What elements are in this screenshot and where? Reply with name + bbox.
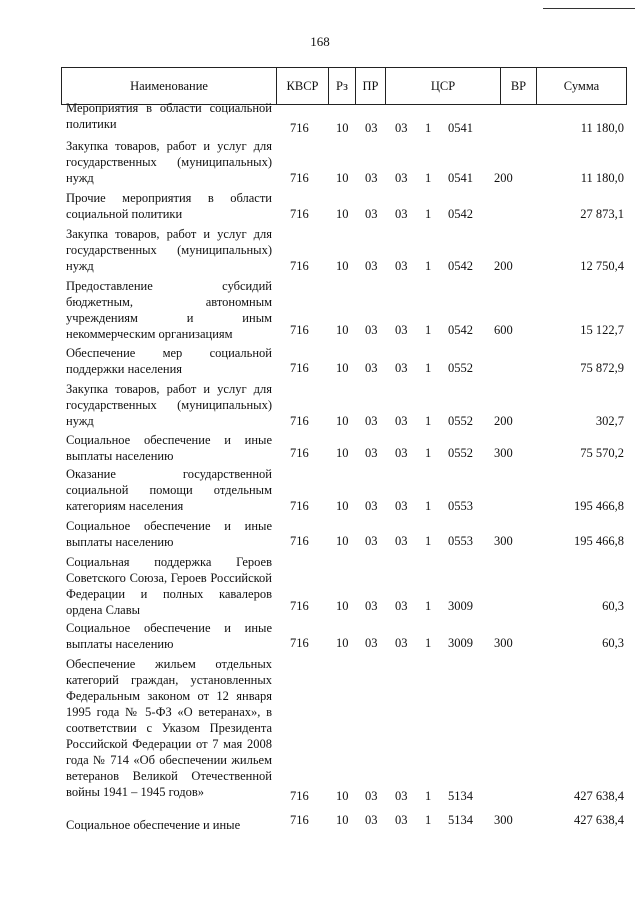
row-csr-2: 1 [425,323,432,337]
row-rz: 10 [336,361,349,375]
top-rule [543,8,635,9]
row-pr: 03 [365,789,378,803]
row-name: Обеспечение мер социальной поддержки населения [66,346,272,376]
row-name: Социальная поддержка Героев Советского Союза, Героев Российской Федерации и полных кавалеров ордена Славы [66,555,272,617]
row-name: Социальное обеспечение и иные [66,818,241,832]
row-vr: 300 [494,534,513,548]
row-csr-3: 0542 [448,259,473,273]
row-csr-1: 03 [395,499,408,513]
row-csr-1: 03 [395,789,408,803]
row-rz: 10 [336,636,349,650]
row-csr-2: 1 [425,636,432,650]
header-pr: ПР [356,68,386,104]
row-pr: 03 [365,207,378,221]
row-pr: 03 [365,813,378,827]
row-pr: 03 [365,361,378,375]
header-kvsr: КВСР [277,68,329,104]
row-rz: 10 [336,207,349,221]
row-csr-1: 03 [395,813,408,827]
row-vr: 600 [494,323,513,337]
row-csr-2: 1 [425,534,432,548]
row-name: Социальное обеспечение и иные выплаты населению [66,621,272,651]
row-pr: 03 [365,121,378,135]
row-name: Закупка товаров, работ и услуг для государственных (муниципальных) нужд [66,227,272,273]
row-vr: 300 [494,636,513,650]
row-csr-3: 0552 [448,446,473,460]
row-sum: 12 750,4 [580,259,624,273]
row-sum: 195 466,8 [574,499,624,513]
row-csr-1: 03 [395,323,408,337]
row-csr-3: 0553 [448,499,473,513]
row-rz: 10 [336,121,349,135]
row-kvsr: 716 [290,414,309,428]
row-rz: 10 [336,323,349,337]
row-csr-3: 5134 [448,813,473,827]
row-name: Закупка товаров, работ и услуг для государственных (муниципальных) нужд [66,139,272,185]
row-csr-2: 1 [425,813,432,827]
row-kvsr: 716 [290,121,309,135]
row-name: Обеспечение жильем отдельных категорий граждан, установленных Федеральным законом от 12 января 1995 года № 5-ФЗ «О ветеранах», в соответствии с Указом Президента Российской Федерации от 7 мая 2008 года № 714 «Об обеспечении жильем ветеранов Великой Отечественной войны 1941 – 1945 годов» [66,657,272,799]
row-csr-3: 0541 [448,121,473,135]
header-sum: Сумма [563,79,600,93]
row-csr-2: 1 [425,446,432,460]
row-csr-2: 1 [425,789,432,803]
row-rz: 10 [336,599,349,613]
header-vr: ВР [501,68,537,104]
row-sum: 427 638,4 [574,813,624,827]
row-sum: 27 873,1 [580,207,624,221]
row-csr-3: 0541 [448,171,473,185]
row-vr: 200 [494,259,513,273]
header-csr: ЦСР [386,68,501,104]
row-csr-3: 0552 [448,361,473,375]
row-csr-2: 1 [425,599,432,613]
row-vr: 300 [494,446,513,460]
row-csr-1: 03 [395,259,408,273]
row-kvsr: 716 [290,323,309,337]
row-csr-1: 03 [395,414,408,428]
row-rz: 10 [336,446,349,460]
row-kvsr: 716 [290,636,309,650]
row-rz: 10 [336,414,349,428]
row-csr-3: 3009 [448,636,473,650]
row-csr-3: 0553 [448,534,473,548]
row-name: Закупка товаров, работ и услуг для государственных (муниципальных) нужд [66,382,272,428]
row-pr: 03 [365,414,378,428]
row-csr-1: 03 [395,636,408,650]
row-sum: 11 180,0 [580,121,624,135]
row-csr-2: 1 [425,259,432,273]
row-sum: 60,3 [602,599,624,613]
row-kvsr: 716 [290,446,309,460]
row-rz: 10 [336,499,349,513]
row-sum: 302,7 [595,414,624,428]
row-name: Мероприятия в области социальной политики [66,101,272,131]
row-kvsr: 716 [290,259,309,273]
row-kvsr: 716 [290,599,309,613]
row-sum: 75 570,2 [580,446,624,460]
row-pr: 03 [365,636,378,650]
row-csr-1: 03 [395,121,408,135]
row-csr-1: 03 [395,446,408,460]
row-pr: 03 [365,171,378,185]
row-csr-3: 0542 [448,207,473,221]
row-kvsr: 716 [290,361,309,375]
row-rz: 10 [336,813,349,827]
row-csr-1: 03 [395,599,408,613]
row-kvsr: 716 [290,534,309,548]
header-name: Наименование [62,68,277,104]
row-csr-2: 1 [425,361,432,375]
row-csr-1: 03 [395,171,408,185]
row-kvsr: 716 [290,499,309,513]
row-sum: 60,3 [602,636,624,650]
row-sum: 195 466,8 [574,534,624,548]
row-sum: 75 872,9 [580,361,624,375]
row-pr: 03 [365,259,378,273]
row-csr-3: 5134 [448,789,473,803]
row-sum: 15 122,7 [580,323,624,337]
row-csr-2: 1 [425,414,432,428]
row-kvsr: 716 [290,813,309,827]
row-csr-2: 1 [425,499,432,513]
row-sum: 427 638,4 [574,789,624,803]
row-kvsr: 716 [290,789,309,803]
row-pr: 03 [365,323,378,337]
row-csr-2: 1 [425,207,432,221]
row-rz: 10 [336,171,349,185]
row-csr-2: 1 [425,121,432,135]
row-rz: 10 [336,534,349,548]
row-csr-3: 0552 [448,414,473,428]
row-rz: 10 [336,789,349,803]
page-number: 168 [310,34,330,49]
row-name: Оказание государственной социальной помощи отдельным категориям населения [66,467,272,513]
row-csr-2: 1 [425,171,432,185]
row-name: Социальное обеспечение и иные выплаты населению [66,433,272,463]
row-vr: 300 [494,813,513,827]
row-csr-3: 0542 [448,323,473,337]
row-sum: 11 180,0 [580,171,624,185]
row-pr: 03 [365,446,378,460]
row-vr: 200 [494,171,513,185]
row-name: Прочие мероприятия в области социальной политики [66,191,272,221]
header-rz: Рз [329,68,356,104]
row-pr: 03 [365,499,378,513]
row-pr: 03 [365,534,378,548]
row-kvsr: 716 [290,207,309,221]
row-rz: 10 [336,259,349,273]
row-kvsr: 716 [290,171,309,185]
row-vr: 200 [494,414,513,428]
row-csr-1: 03 [395,361,408,375]
row-name: Социальное обеспечение и иные выплаты населению [66,519,272,549]
row-name: Предоставление субсидий бюджетным, автономным учреждениям и иным некоммерческим организациям [66,279,272,341]
row-csr-3: 3009 [448,599,473,613]
row-csr-1: 03 [395,534,408,548]
row-csr-1: 03 [395,207,408,221]
row-pr: 03 [365,599,378,613]
